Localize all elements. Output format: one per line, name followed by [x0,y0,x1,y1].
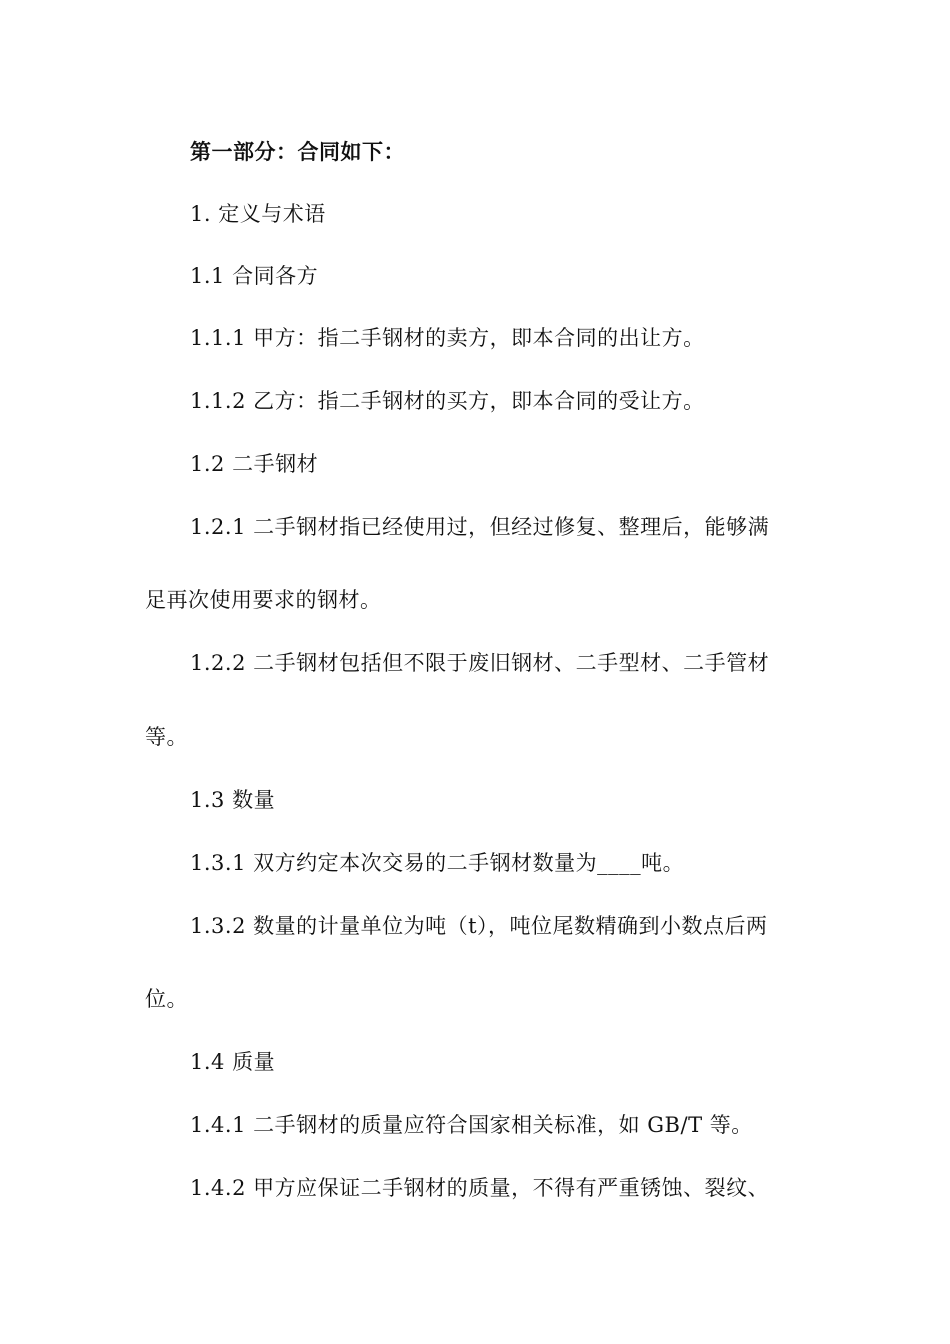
clause-1-2-2: 1.2.2 二手钢材包括但不限于废旧钢材、二手型材、二手管材 [190,651,770,675]
clause-1-3-2: 1.3.2 数量的计量单位为吨（t），吨位尾数精确到小数点后两 [190,914,768,938]
clause-1-3-2-continued: 位。 [145,987,188,1011]
clause-1-1: 1.1 合同各方 [190,264,319,288]
clause-1: 1. 定义与术语 [190,202,326,226]
clause-1-1-2: 1.1.2 乙方：指二手钢材的买方，即本合同的受让方。 [190,389,705,413]
clause-1-2-1: 1.2.1 二手钢材指已经使用过，但经过修复、整理后，能够满 [190,515,770,539]
clause-1-3-1: 1.3.1 双方约定本次交易的二手钢材数量为____吨。 [190,851,685,875]
clause-1-4-2: 1.4.2 甲方应保证二手钢材的质量，不得有严重锈蚀、裂纹、 [190,1176,770,1200]
clause-1-4-1: 1.4.1 二手钢材的质量应符合国家相关标准，如 GB/T 等。 [190,1113,753,1137]
clause-1-2-1-continued: 足再次使用要求的钢材。 [145,588,382,612]
section-heading: 第一部分：合同如下： [190,140,405,164]
clause-1-4: 1.4 质量 [190,1050,276,1074]
clause-1-2: 1.2 二手钢材 [190,452,319,476]
clause-1-3: 1.3 数量 [190,788,276,812]
clause-1-1-1: 1.1.1 甲方：指二手钢材的卖方，即本合同的出让方。 [190,326,705,350]
clause-1-2-2-continued: 等。 [145,725,188,749]
